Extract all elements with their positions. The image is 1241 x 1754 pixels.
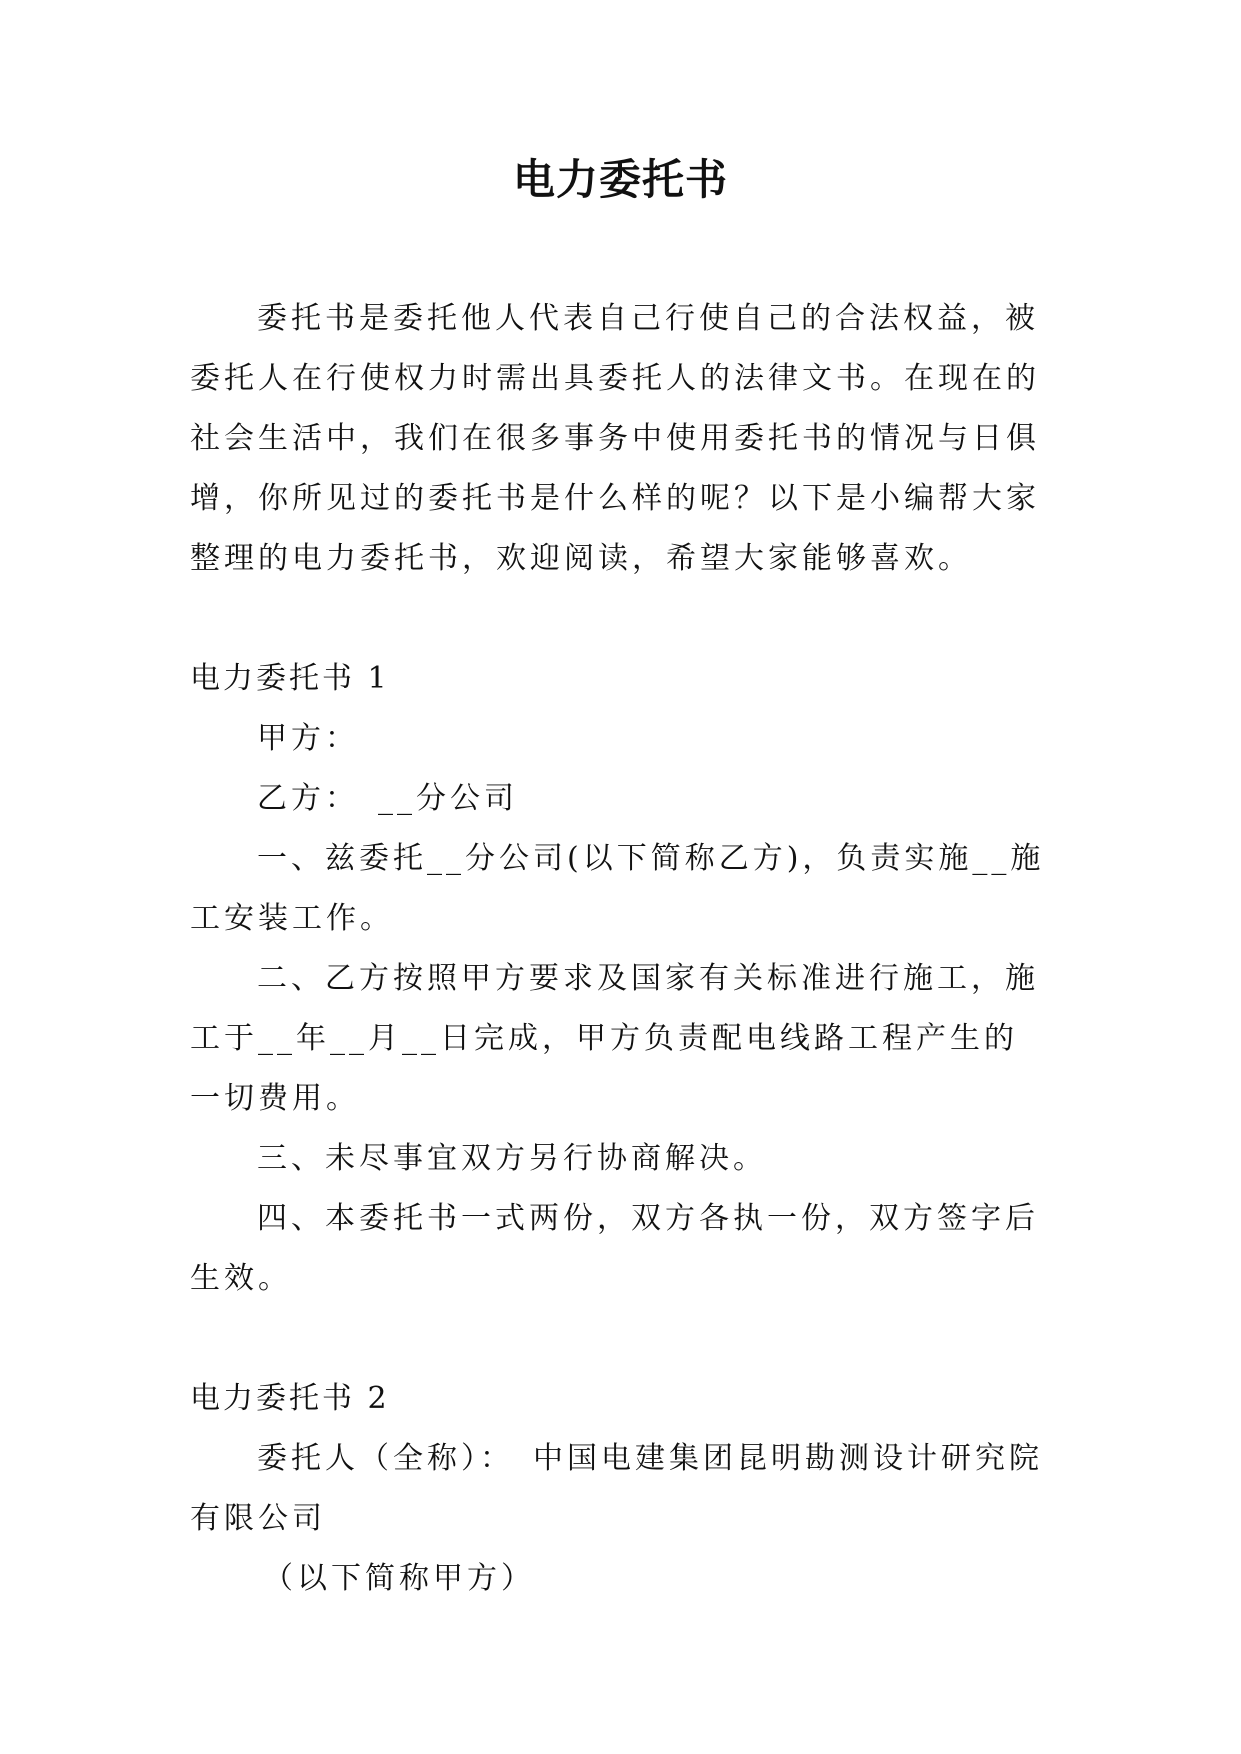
paragraph-gap bbox=[190, 589, 1050, 649]
section2-abbrev: （以下简称甲方） bbox=[263, 1561, 535, 1596]
section1-clause-4: 四、本委托书一式两份，双方各执一份，双方签字后生效。 bbox=[190, 1201, 1039, 1296]
section1-clause-2: 二、乙方按照甲方要求及国家有关标准进行施工，施工于__年__月__日完成，甲方负责配电线路工程产生的一切费用。 bbox=[190, 961, 1039, 1116]
section1-party-b: 乙方： __分公司 bbox=[257, 781, 518, 816]
section1-party-a: 甲方： bbox=[257, 721, 359, 756]
section1-heading: 电力委托书 1 bbox=[190, 661, 390, 696]
document-title: 电力委托书 bbox=[512, 155, 728, 204]
paragraph-gap bbox=[190, 1309, 1050, 1369]
document-body bbox=[190, 289, 1050, 1609]
section2-principal: 委托人（全称）： 中国电建集团昆明勘测设计研究院有限公司 bbox=[190, 1441, 1043, 1536]
intro-paragraph: 委托书是委托他人代表自己行使自己的合法权益，被委托人在行使权力时需出具委托人的法律文书。在现在的社会生活中，我们在很多事务中使用委托书的情况与日俱增，你所见过的委托书是什么样的呢？以下是小编帮大家整理的电力委托书，欢迎阅读，希望大家能够喜欢。 bbox=[190, 301, 1040, 576]
section1-clause-1: 一、兹委托__分公司(以下简称乙方)，负责实施__施工安装工作。 bbox=[190, 841, 1045, 936]
section1-clause-3: 三、未尽事宜双方另行协商解决。 bbox=[257, 1141, 767, 1176]
section2-heading: 电力委托书 2 bbox=[190, 1381, 390, 1416]
